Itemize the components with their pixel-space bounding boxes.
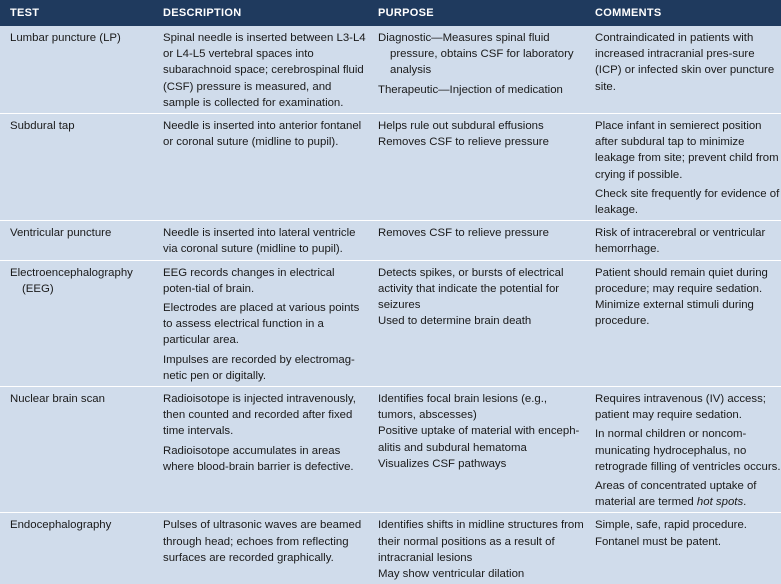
- purpose-text: Visualizes CSF pathways: [378, 457, 507, 470]
- purpose-cell: [368, 221, 585, 260]
- comments-text: Fontanel must be patent.: [595, 535, 722, 548]
- description-cell: [153, 26, 368, 114]
- comments-text: Simple, safe, rapid procedure.: [595, 519, 747, 532]
- test-name: Lumbar puncture (LP): [10, 32, 121, 44]
- comments-text: Minimize external stimuli during procedure.: [595, 299, 754, 328]
- test-name: Endocephalography: [10, 519, 112, 532]
- test-name: Ventricular puncture: [10, 227, 112, 240]
- purpose-text: Detects spikes, or bursts of electrical activity that indicate the potential for seizures: [378, 266, 564, 312]
- comments-cell: [585, 260, 781, 386]
- table-row: [0, 221, 781, 260]
- test-name: Electroencephalography (EEG): [10, 266, 133, 295]
- description-text: EEG records changes in electrical poten-tial of brain.: [163, 266, 335, 295]
- header-description: DESCRIPTION: [153, 0, 368, 26]
- description-text: Impulses are recorded by electromag-netic pen or digitally.: [163, 353, 355, 382]
- description-text: Needle is inserted into anterior fontanel or coronal suture (midline to pupil).: [163, 120, 362, 149]
- purpose-text: May show ventricular dilation: [378, 568, 525, 581]
- comments-text: Place infant in semierect position after subdural tap to minimize leakage from site; prevent child from crying if possible.: [595, 120, 779, 181]
- comments-text: Check site frequently for evidence of leakage.: [595, 187, 780, 217]
- test-cell: [0, 26, 153, 114]
- test-cell: [0, 387, 153, 513]
- test-cell: [0, 114, 153, 221]
- header-test: TEST: [0, 0, 153, 26]
- purpose-text: Removes CSF to relieve pressure: [378, 136, 549, 149]
- purpose-cell: [368, 114, 585, 221]
- description-text: Pulses of ultrasonic waves are beamed through head; echoes from reflecting surfaces are recorded graphically.: [163, 519, 362, 564]
- comments-cell: [585, 221, 781, 260]
- purpose-text: Positive uptake of material with enceph-alitis and subdural hematoma: [378, 425, 580, 454]
- table-row: [0, 114, 781, 221]
- comments-text: In normal children or noncom-municating hydrocephalus, no retrograde filling of ventricles occurs.: [595, 428, 781, 473]
- purpose-text: Diagnostic—Measures spinal fluid pressure, obtains CSF for laboratory analysis: [378, 32, 574, 77]
- comments-cell: [585, 26, 781, 114]
- comments-text: Requires intravenous (IV) access; patient may require sedation.: [595, 393, 766, 422]
- purpose-text: Therapeutic—Injection of medication: [378, 83, 563, 96]
- table-row: [0, 26, 781, 114]
- comments-cell: [585, 114, 781, 221]
- table-row: [0, 260, 781, 386]
- description-cell: [153, 114, 368, 221]
- test-cell: [0, 260, 153, 386]
- description-text: Radioisotope is injected intravenously, then counted and recorded after fixed time intervals.: [163, 393, 356, 438]
- description-text: Spinal needle is inserted between L3-L4 or L4-L5 vertebral spaces into subarachnoid space; cerebrospinal fluid (CSF) pressure is measured, and sample is collected for examination.: [163, 32, 366, 109]
- table-row: [0, 387, 781, 513]
- test-name: Nuclear brain scan: [10, 393, 105, 406]
- comments-text: Risk of intracerebral or ventricular hemorrhage.: [595, 227, 766, 256]
- test-name: Subdural tap: [10, 120, 75, 133]
- comments-text: Contraindicated in patients with increased intracranial pres-sure (ICP) or infected skin over puncture site.: [595, 32, 775, 93]
- purpose-cell: [368, 387, 585, 513]
- description-text: Radioisotope accumulates in areas where blood-brain barrier is defective.: [163, 444, 354, 473]
- emphasis-term: hot spots: [696, 496, 744, 509]
- test-cell: [0, 221, 153, 260]
- description-cell: [153, 260, 368, 386]
- purpose-cell: [368, 260, 585, 386]
- description-cell: [153, 387, 368, 513]
- purpose-text: Removes CSF to relieve pressure: [378, 227, 549, 240]
- table-row: [0, 513, 781, 584]
- description-text: Electrodes are placed at various points to assess electrical function in a particular area.: [163, 302, 360, 347]
- description-cell: [153, 513, 368, 584]
- comments-cell: [585, 387, 781, 513]
- purpose-text: Used to determine brain death: [378, 315, 532, 328]
- comments-cell: [585, 513, 781, 584]
- comments-text: Patient should remain quiet during procedure; may require sedation.: [595, 266, 768, 295]
- description-cell: [153, 221, 368, 260]
- comments-text: Areas of concentrated uptake of material are termed hot spots.: [595, 480, 757, 509]
- purpose-text: Helps rule out subdural effusions: [378, 120, 544, 133]
- test-cell: [0, 513, 153, 584]
- description-text: Needle is inserted into lateral ventricle via coronal suture (midline to pupil).: [163, 227, 356, 256]
- purpose-cell: [368, 513, 585, 584]
- purpose-text: Identifies shifts in midline structures from their normal positions as a result of intracranial lesions: [378, 519, 584, 564]
- header-purpose: PURPOSE: [368, 0, 585, 26]
- purpose-text: Identifies focal brain lesions (e.g., tumors, abscesses): [378, 393, 548, 422]
- header-row: [0, 0, 781, 26]
- header-comments: COMMENTS: [585, 0, 781, 26]
- purpose-cell: [368, 26, 585, 114]
